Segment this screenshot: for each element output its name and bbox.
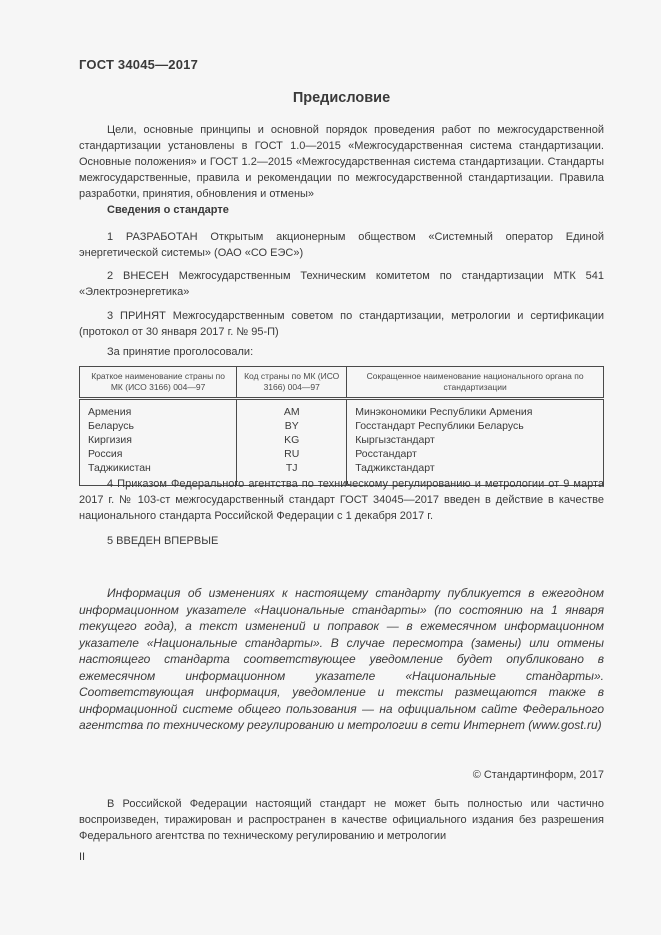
cell-country: Россия — [88, 448, 123, 460]
cell-code: KG — [237, 433, 347, 447]
reproduction-notice: В Российской Федерации настоящий стандарт не может быть полностью или частично воспроизведен, тиражирован и распространен в качестве официального издания без разрешения Федерального агентства по техническому регулированию и метрологии — [79, 798, 604, 842]
vote-table-header-body: Сокращенное наименование национального органа по стандартизации — [347, 367, 604, 399]
cell-code: TJ — [237, 461, 347, 486]
intro-paragraph: Цели, основные принципы и основной порядок проведения работ по межгосударственной стандартизации установлены в ГОСТ 1.0—2015 «Межгосударственная система стандартизации. Основные положения» и ГОСТ 1.2—2015 «Межгосударственная система стандартизации. Стандарты межгосударственные, правила и рекомендации по межгосударственной стандартизации. Правила разработки, принятия, обновления и отмены» — [79, 124, 604, 200]
cell-country: Таджикистан — [88, 462, 151, 474]
vote-table-header-row — [80, 367, 604, 399]
page-number: II — [79, 851, 86, 863]
standard-info-heading: Сведения о стандарте — [107, 204, 229, 216]
item-order: 4 Приказом Федерального агентства по техническому регулированию и метрологии от 9 марта 2017 г. № 103-ст межгосударственный стандарт ГОСТ 34045—2017 введен в действие в качестве национального стандарта Российской Федерации с 1 декабря 2017 г. — [79, 478, 604, 522]
item-submitted: 2 ВНЕСЕН Межгосударственным Техническим комитетом по стандартизации МТК 541 «Электроэнергетика» — [79, 270, 604, 298]
table-row — [80, 433, 604, 447]
cell-body: Кыргызстандарт — [355, 434, 435, 446]
vote-intro: За принятие проголосовали: — [107, 346, 254, 358]
amendments-note: Информация об изменениях к настоящему стандарту публикуется в ежегодном информационном указателе «Национальные стандарты» (по состоянию на 1 января текущего года), а текст изменений и поправок — в ежемесячном информационном указателе «Национальные стандарты». В случае пересмотра (замены) или отмены настоящего стандарта соответствующее уведомление будет опубликовано в ежемесячном информационном указателе «Национальные стандарты». Соответствующая информация, уведомление и тексты размещаются также в информационной системе общего пользования — на официальном сайте Федерального агентства по техническому регулированию и метрологии в сети Интернет (www.gost.ru) — [79, 586, 604, 732]
table-row — [80, 399, 604, 420]
cell-code: BY — [237, 419, 347, 433]
cell-country: Киргизия — [88, 434, 132, 446]
table-row — [80, 447, 604, 461]
cell-country: Беларусь — [88, 420, 134, 432]
vote-table-header-code: Код страны по МК (ИСО 3166) 004—97 — [237, 367, 347, 399]
doc-code: ГОСТ 34045—2017 — [79, 57, 198, 72]
page-title: Предисловие — [292, 90, 391, 106]
page-content — [79, 0, 604, 935]
cell-body: Минэкономики Республики Армения — [355, 406, 533, 418]
cell-body: Госстандарт Республики Беларусь — [355, 420, 524, 432]
item-developed: 1 РАЗРАБОТАН Открытым акционерным обществом «Системный оператор Единой энергетической системы» (ОАО «СО ЕЭС») — [79, 231, 604, 259]
cell-country: Армения — [88, 406, 132, 418]
item-adopted: 3 ПРИНЯТ Межгосударственным советом по стандартизации, метрологии и сертификации (протокол от 30 января 2017 г. № 95-П) — [79, 310, 604, 338]
table-row — [80, 419, 604, 433]
copyright-line: © Стандартинформ, 2017 — [472, 769, 604, 781]
cell-code: RU — [237, 447, 347, 461]
item-first-time: 5 ВВЕДЕН ВПЕРВЫЕ — [107, 535, 219, 547]
cell-code: AM — [237, 399, 347, 420]
cell-body: Таджикстандарт — [355, 462, 435, 474]
cell-body: Росстандарт — [355, 448, 417, 460]
vote-table — [79, 366, 604, 486]
vote-table-header-country: Краткое наименование страны по МК (ИСО 3166) 004—97 — [80, 367, 237, 399]
